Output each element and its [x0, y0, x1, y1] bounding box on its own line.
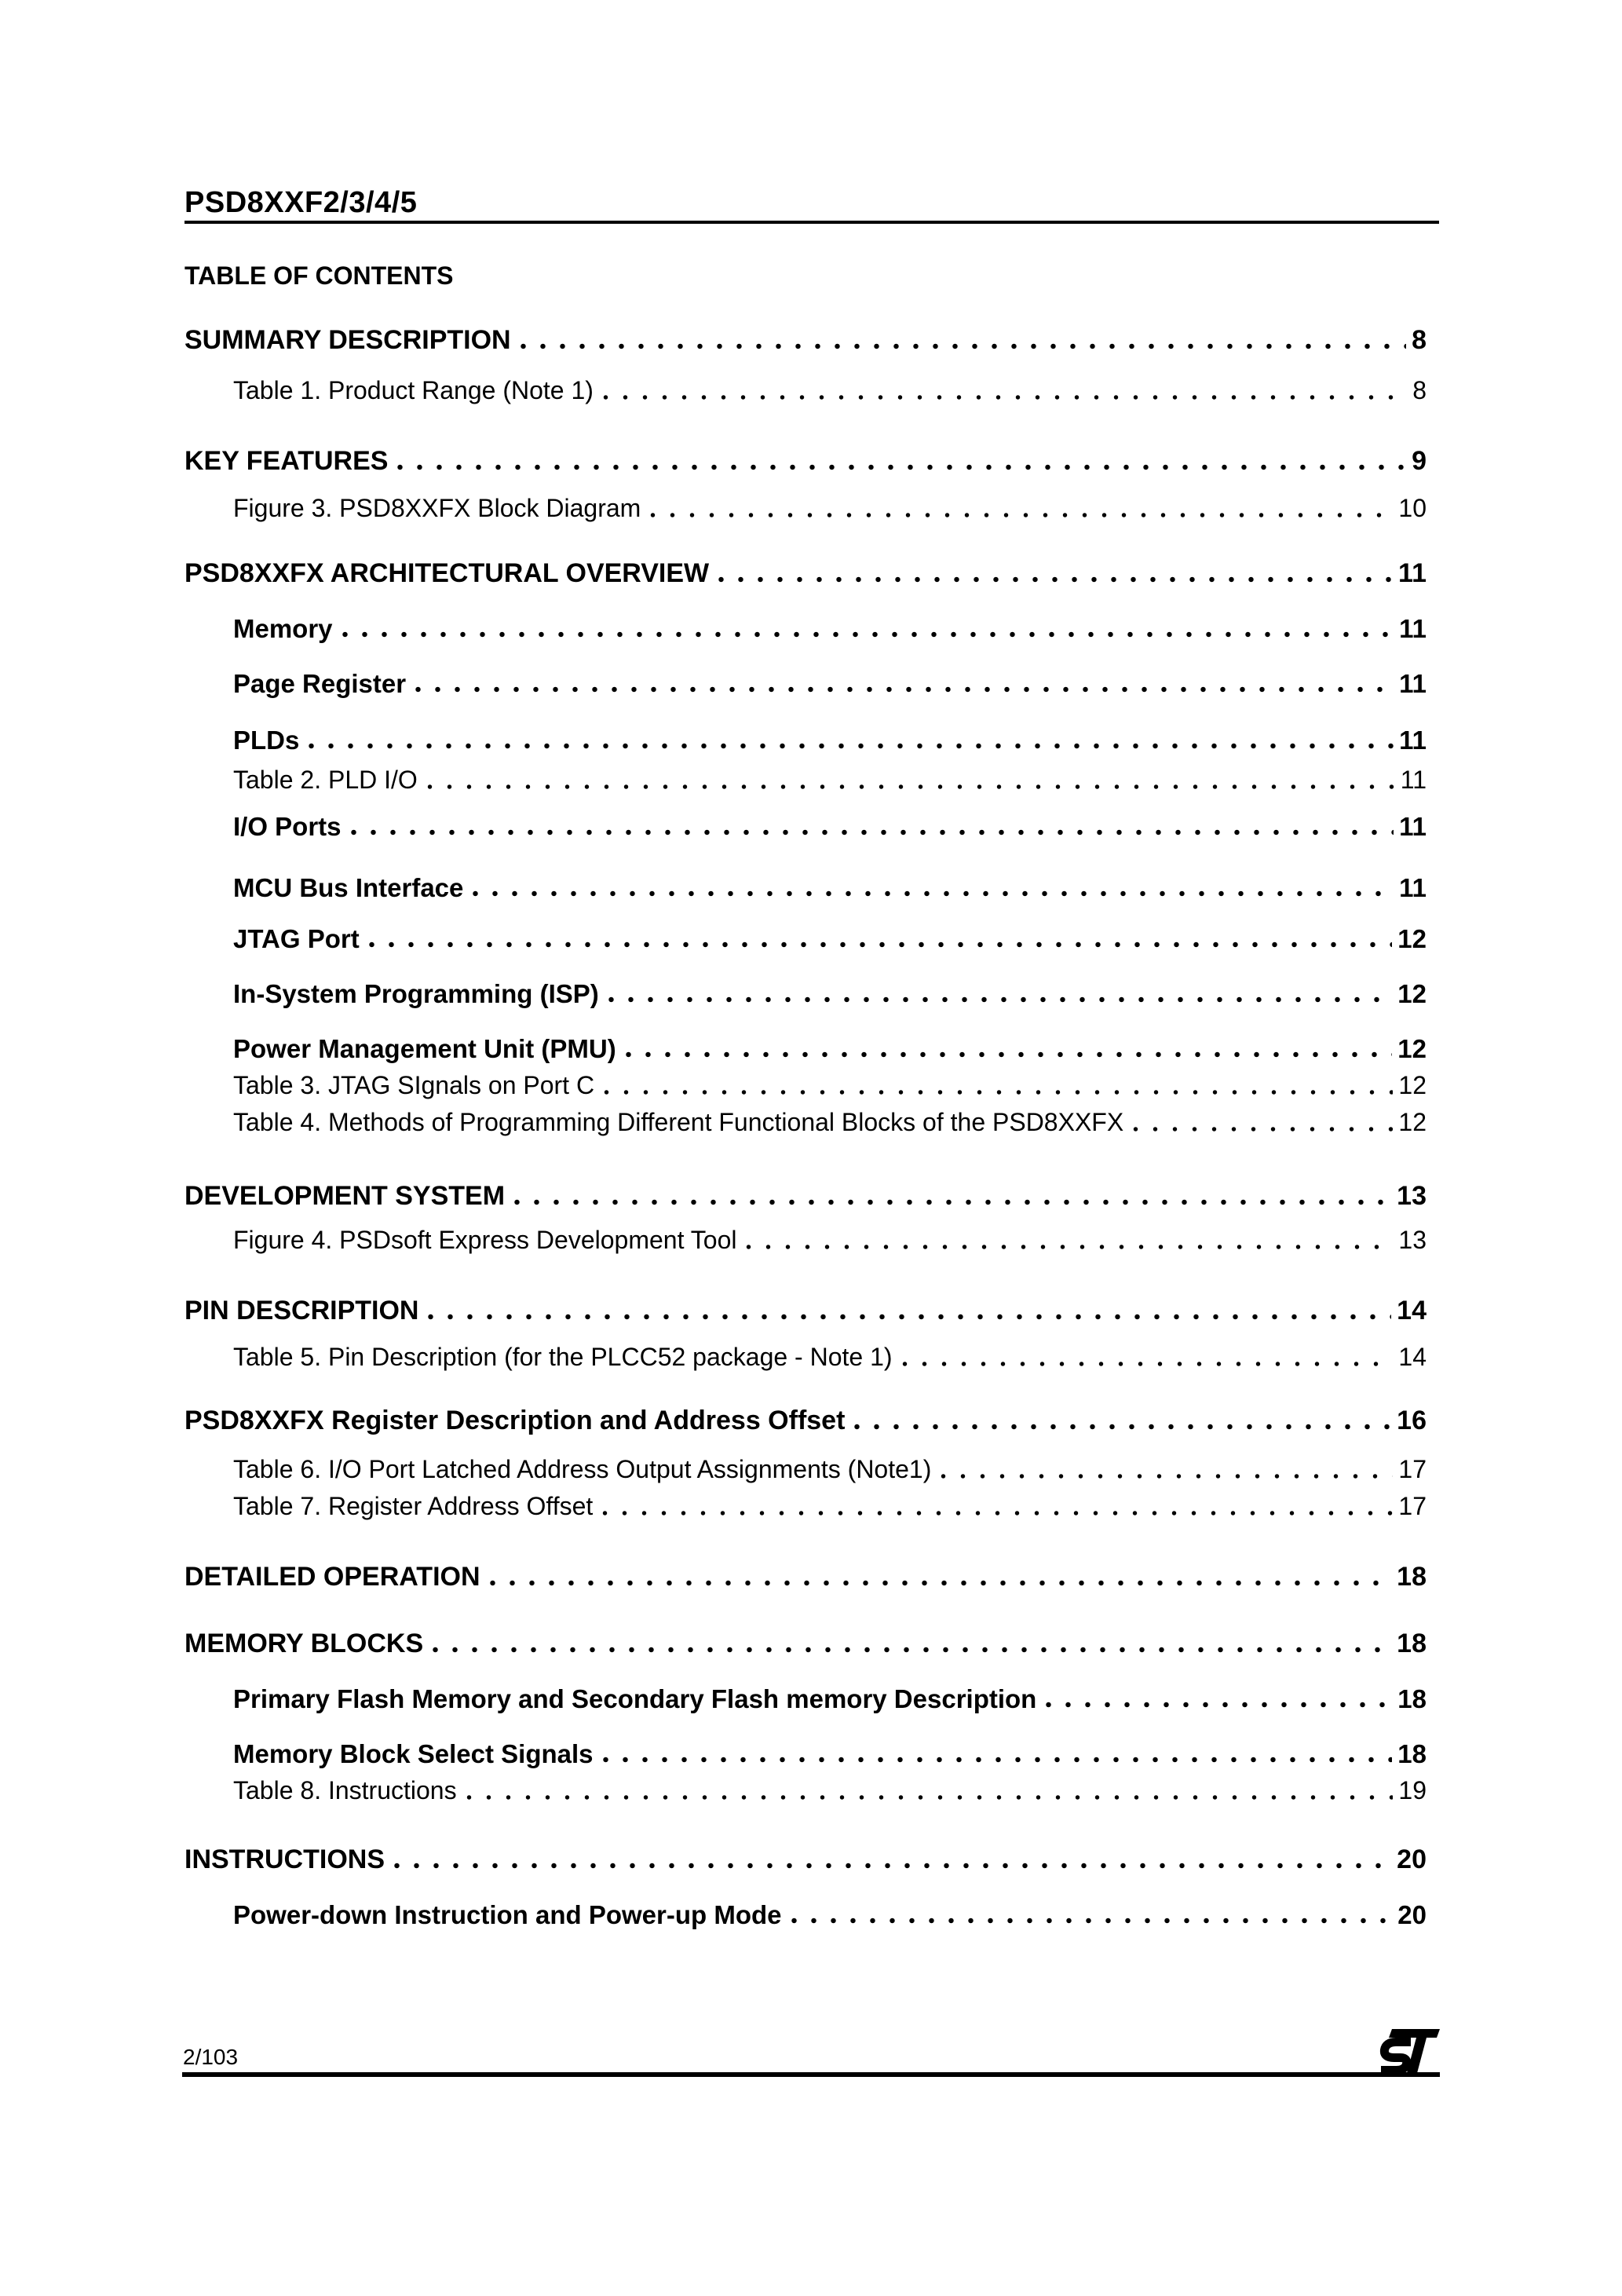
toc-entry — [184, 808, 1427, 845]
dot-leader — [420, 762, 1395, 799]
dot-leader — [301, 722, 1394, 759]
toc-entry-label: Table 2. PLD I/O — [233, 766, 418, 794]
dot-leader — [335, 610, 1394, 647]
toc-entry-page: 11 — [1398, 558, 1427, 588]
toc-entry-page: 12 — [1397, 979, 1427, 1008]
toc-entry — [184, 1735, 1427, 1772]
toc-entry-page: 17 — [1398, 1492, 1427, 1520]
dot-leader — [426, 1625, 1391, 1662]
dot-leader — [507, 1178, 1391, 1215]
toc-entry-label: Memory — [233, 614, 333, 643]
toc-entry — [184, 722, 1427, 759]
toc-entry-page: 13 — [1397, 1181, 1427, 1211]
document-title: PSD8XXF2/3/4/5 — [184, 186, 418, 219]
st-logo-icon — [1375, 2029, 1440, 2075]
toc-list — [184, 0, 1427, 1933]
toc-entry-label: MEMORY BLOCKS — [184, 1629, 424, 1658]
toc-entry-label: Memory Block Select Signals — [233, 1739, 594, 1768]
dot-leader — [601, 975, 1393, 1012]
dot-leader — [596, 372, 1407, 409]
toc-entry — [184, 665, 1427, 702]
toc-entry-label: PSD8XXFX Register Description and Address Offset — [184, 1406, 846, 1435]
toc-entry-page: 12 — [1398, 1108, 1427, 1136]
toc-entry-label: SUMMARY DESCRIPTION — [184, 325, 511, 355]
dot-leader — [362, 920, 1393, 957]
toc-entry-label: Figure 3. PSD8XXFX Block Diagram — [233, 494, 641, 522]
dot-leader — [483, 1559, 1392, 1596]
toc-entry — [184, 1178, 1427, 1215]
toc-entry-page: 11 — [1399, 873, 1427, 902]
toc-entry — [184, 1841, 1427, 1878]
toc-entry-label: Table 3. JTAG SIgnals on Port C — [233, 1071, 595, 1099]
toc-entry-page: 11 — [1399, 669, 1427, 698]
toc-entry — [184, 490, 1427, 527]
toc-entry-page: 9 — [1412, 446, 1427, 476]
dot-leader — [643, 490, 1393, 527]
toc-entry-page: 18 — [1397, 1562, 1427, 1592]
dot-leader — [1126, 1104, 1393, 1141]
toc-entry-page: 18 — [1397, 1684, 1427, 1713]
toc-entry-label: Table 1. Product Range (Note 1) — [233, 376, 594, 404]
toc-entry-label: Table 4. Methods of Programming Different Functional Blocks of the PSD8XXFX — [233, 1108, 1124, 1136]
toc-entry-label: PSD8XXFX ARCHITECTURAL OVERVIEW — [184, 558, 710, 588]
toc-entry — [184, 1625, 1427, 1662]
toc-entry-label: Table 8. Instructions — [233, 1776, 457, 1804]
toc-entry — [184, 869, 1427, 906]
toc-entry — [184, 1772, 1427, 1809]
toc-entry-page: 18 — [1397, 1629, 1427, 1658]
toc-entry-label: Power-down Instruction and Power-up Mode — [233, 1900, 782, 1929]
toc-entry — [184, 610, 1427, 647]
toc-entry-label: Table 6. I/O Port Latched Address Output Assignments (Note1) — [233, 1455, 932, 1483]
toc-entry — [184, 1067, 1427, 1104]
toc-entry-page: 20 — [1397, 1900, 1427, 1929]
toc-entry-page: 12 — [1397, 924, 1427, 953]
toc-entry-page: 14 — [1397, 1296, 1427, 1325]
toc-entry — [184, 1292, 1427, 1329]
toc-entry-label: MCU Bus Interface — [233, 873, 464, 902]
dot-leader — [466, 869, 1394, 906]
dot-leader — [387, 1841, 1391, 1878]
toc-entry — [184, 1030, 1427, 1067]
dot-leader — [933, 1451, 1393, 1488]
toc-entry-page: 13 — [1398, 1226, 1427, 1254]
dot-leader — [1039, 1680, 1392, 1717]
toc-entry-label: JTAG Port — [233, 924, 360, 953]
dot-leader — [711, 555, 1393, 592]
toc-entry-page: 11 — [1399, 726, 1427, 755]
dot-leader — [895, 1339, 1394, 1376]
toc-entry — [184, 1680, 1427, 1717]
toc-entry — [184, 443, 1427, 480]
dot-leader — [408, 665, 1394, 702]
toc-entry — [184, 1104, 1427, 1141]
toc-entry-label: DETAILED OPERATION — [184, 1562, 480, 1592]
dot-leader — [390, 443, 1406, 480]
dot-leader — [739, 1222, 1393, 1259]
toc-entry — [184, 1559, 1427, 1596]
dot-leader — [421, 1292, 1391, 1329]
dot-leader — [595, 1488, 1393, 1525]
toc-entry-page: 11 — [1399, 812, 1427, 841]
toc-entry-label: Page Register — [233, 669, 407, 698]
toc-entry — [184, 1339, 1427, 1376]
toc-entry-label: Table 5. Pin Description (for the PLCC52 package - Note 1) — [233, 1343, 893, 1371]
toc-entry-label: Power Management Unit (PMU) — [233, 1034, 616, 1063]
toc-entry-label: I/O Ports — [233, 812, 342, 841]
toc-entry — [184, 1896, 1427, 1933]
toc-entry-label: KEY FEATURES — [184, 446, 389, 476]
dot-leader — [596, 1735, 1393, 1772]
dot-leader — [597, 1067, 1393, 1104]
toc-entry — [184, 372, 1427, 409]
dot-leader — [513, 322, 1406, 359]
toc-entry-label: INSTRUCTIONS — [184, 1844, 385, 1874]
toc-entry-label: Primary Flash Memory and Secondary Flash memory Description — [233, 1684, 1037, 1713]
toc-entry-label: PLDs — [233, 726, 300, 755]
toc-entry-page: 10 — [1398, 494, 1427, 522]
dot-leader — [847, 1402, 1391, 1439]
toc-entry-page: 16 — [1397, 1406, 1427, 1435]
toc-entry-label: DEVELOPMENT SYSTEM — [184, 1181, 506, 1211]
toc-entry-label: In-System Programming (ISP) — [233, 979, 599, 1008]
toc-entry — [184, 1222, 1427, 1259]
toc-entry-page: 12 — [1397, 1034, 1427, 1063]
toc-entry-page: 11 — [1400, 766, 1427, 794]
toc-entry-page: 8 — [1412, 376, 1427, 404]
toc-entry-page: 8 — [1412, 325, 1427, 355]
toc-entry-page: 19 — [1398, 1776, 1427, 1804]
footer-page-indicator: 2/103 — [183, 2045, 239, 2069]
toc-entry-page: 14 — [1398, 1343, 1427, 1371]
dot-leader — [459, 1772, 1394, 1809]
toc-entry — [184, 1488, 1427, 1525]
toc-heading: TABLE OF CONTENTS — [184, 261, 454, 290]
toc-entry-page: 18 — [1397, 1739, 1427, 1768]
toc-entry — [184, 920, 1427, 957]
dot-leader — [344, 808, 1394, 845]
toc-entry-page: 20 — [1397, 1844, 1427, 1874]
dot-leader — [619, 1030, 1393, 1067]
toc-entry-page: 17 — [1398, 1455, 1427, 1483]
toc-entry-label: Figure 4. PSDsoft Express Development Tool — [233, 1226, 737, 1254]
dot-leader — [784, 1896, 1393, 1933]
toc-entry — [184, 555, 1427, 592]
toc-entry — [184, 1451, 1427, 1488]
toc-entry — [184, 322, 1427, 359]
toc-entry-page: 11 — [1399, 614, 1427, 643]
footer-rule — [182, 2072, 1440, 2077]
toc-entry — [184, 1402, 1427, 1439]
toc-entry-label: Table 7. Register Address Offset — [233, 1492, 594, 1520]
toc-entry-page: 12 — [1398, 1071, 1427, 1099]
toc-entry — [184, 762, 1427, 799]
toc-entry-label: PIN DESCRIPTION — [184, 1296, 419, 1325]
toc-entry — [184, 975, 1427, 1012]
